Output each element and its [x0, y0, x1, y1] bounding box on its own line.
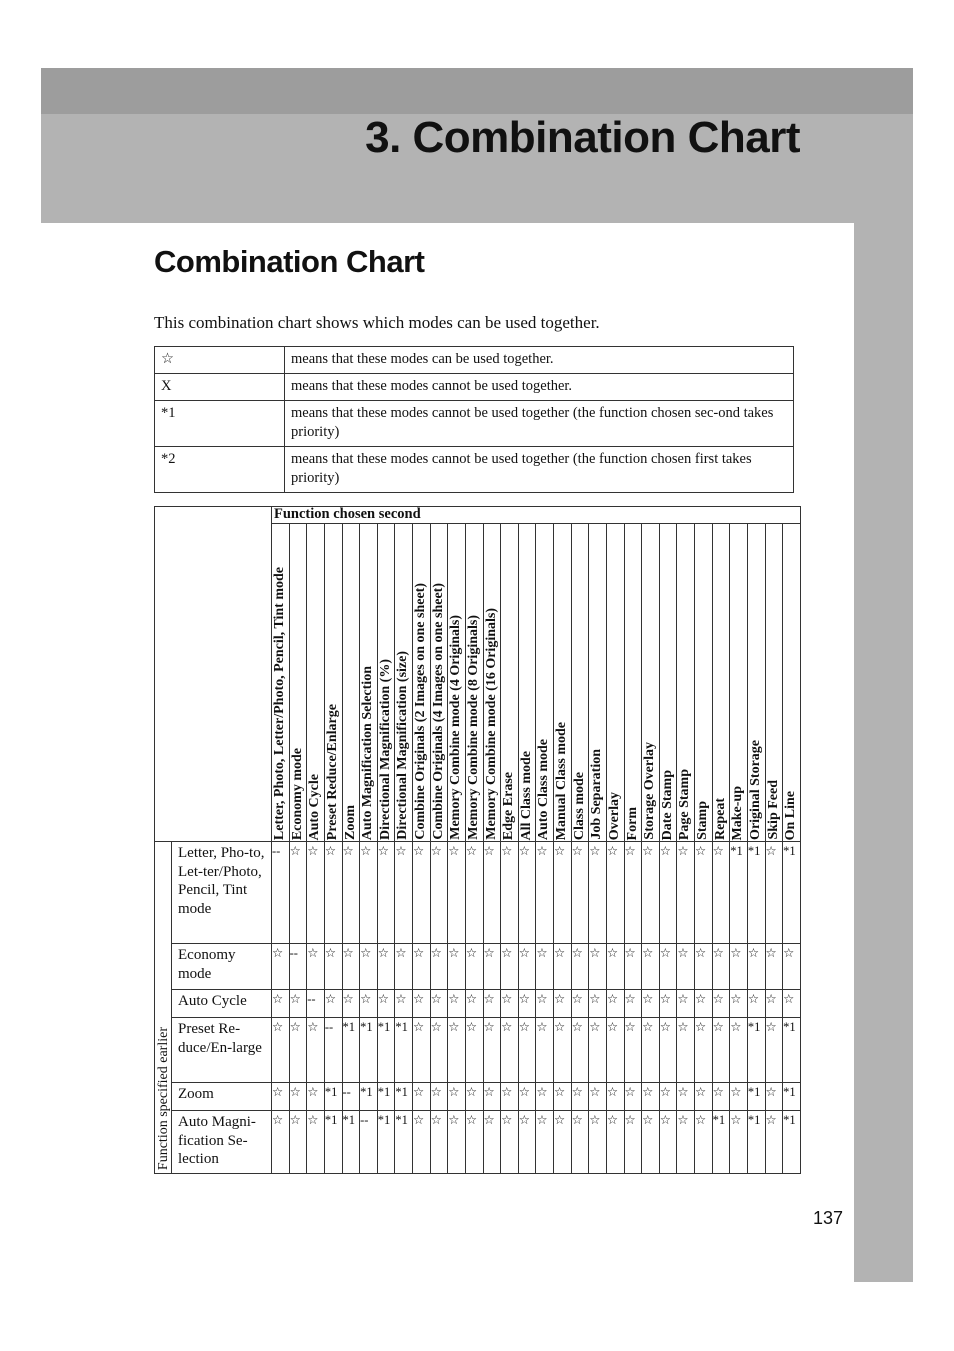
- column-header-label: Directional Magnification (%): [377, 659, 393, 840]
- chart-cell: ☆: [536, 990, 554, 1018]
- chart-cell: ☆: [465, 842, 483, 944]
- column-header: [624, 524, 642, 842]
- chart-cell: ☆: [606, 1083, 624, 1111]
- chart-cell: ☆: [554, 1111, 572, 1174]
- chart-cell: ☆: [307, 1083, 325, 1111]
- legend-description: means that these modes cannot be used together (the function chosen sec-ond takes priority): [285, 401, 794, 447]
- chart-cell: ☆: [765, 1111, 783, 1174]
- column-header-label: Economy mode: [289, 747, 305, 840]
- column-header-label: Edge Erase: [501, 771, 517, 840]
- chart-cell: ☆: [606, 944, 624, 990]
- combination-chart-table: [154, 506, 801, 1174]
- chart-cell: ☆: [747, 944, 765, 990]
- chart-cell: *1: [395, 1083, 413, 1111]
- column-header-label: Memory Combine mode (8 Originals): [465, 615, 481, 840]
- column-header: [465, 524, 483, 842]
- chart-cell: *1: [747, 1083, 765, 1111]
- legend-symbol: *2: [155, 447, 285, 493]
- column-header-label: Skip Feed: [765, 780, 781, 840]
- chart-cell: ☆: [342, 842, 360, 944]
- legend-description: means that these modes cannot be used together.: [285, 374, 794, 401]
- row-label: Auto Cycle: [172, 990, 272, 1018]
- column-header-label: Form: [624, 806, 640, 840]
- chart-cell: ☆: [272, 1018, 290, 1083]
- chart-corner-cell: [155, 507, 272, 842]
- column-header-label: Manual Class mode: [554, 721, 569, 840]
- chart-cell: ☆: [765, 944, 783, 990]
- chart-cell: ☆: [483, 1018, 501, 1083]
- chart-cell: *1: [747, 1018, 765, 1083]
- chart-cell: ☆: [624, 1111, 642, 1174]
- chart-cell: ☆: [430, 944, 448, 990]
- chart-cell: ☆: [448, 990, 466, 1018]
- column-header-label: Make-up: [730, 785, 746, 840]
- chart-cell: *1: [395, 1018, 413, 1083]
- chart-cell: ☆: [289, 1111, 307, 1174]
- column-header-label: Memory Combine mode (4 Originals): [448, 615, 464, 840]
- column-header-label: Auto Cycle: [307, 773, 323, 840]
- chart-cell: ☆: [272, 1111, 290, 1174]
- chart-cell: ☆: [501, 990, 519, 1018]
- chart-cell: ☆: [272, 990, 290, 1018]
- chart-cell: *1: [783, 842, 801, 944]
- chart-cell: ☆: [307, 1111, 325, 1174]
- column-header-label: Auto Magnification Selection: [360, 665, 376, 840]
- chart-cell: ☆: [518, 944, 536, 990]
- chart-cell: ☆: [730, 944, 748, 990]
- chart-cell: ☆: [395, 842, 413, 944]
- chart-cell: --: [324, 1018, 342, 1083]
- chart-cell: *1: [730, 842, 748, 944]
- chart-cell: ☆: [642, 1083, 660, 1111]
- chart-cell: ☆: [571, 944, 589, 990]
- chart-cell: ☆: [571, 842, 589, 944]
- column-header: [765, 524, 783, 842]
- chart-cell: ☆: [730, 1111, 748, 1174]
- chart-cell: ☆: [712, 944, 730, 990]
- chart-cell: ☆: [430, 990, 448, 1018]
- chart-cell: ☆: [307, 1018, 325, 1083]
- column-header: [272, 524, 290, 842]
- intro-text: This combination chart shows which modes can be used together.: [154, 313, 600, 332]
- chart-cell: ☆: [571, 1018, 589, 1083]
- column-header: [307, 524, 325, 842]
- chart-cell: ☆: [430, 842, 448, 944]
- chart-cell: *1: [342, 1111, 360, 1174]
- chart-cell: ☆: [448, 1111, 466, 1174]
- chart-cell: ☆: [413, 944, 431, 990]
- chart-cell: ☆: [695, 1018, 713, 1083]
- chart-cell: ☆: [518, 842, 536, 944]
- chart-cell: ☆: [624, 990, 642, 1018]
- chart-cell: ☆: [695, 1083, 713, 1111]
- chart-cell: ☆: [448, 944, 466, 990]
- chart-cell: ☆: [501, 1111, 519, 1174]
- column-header: [747, 524, 765, 842]
- side-thumb-bar: [854, 223, 913, 1282]
- chart-cell: ☆: [501, 842, 519, 944]
- chart-cell: *1: [783, 1111, 801, 1174]
- chart-cell: ☆: [518, 1111, 536, 1174]
- column-header-label: Overlay: [606, 791, 622, 840]
- chart-cell: ☆: [413, 1083, 431, 1111]
- chart-cell: ☆: [606, 842, 624, 944]
- chart-cell: ☆: [448, 1083, 466, 1111]
- chart-cell: ☆: [765, 1083, 783, 1111]
- chart-cell: ☆: [518, 1083, 536, 1111]
- chart-cell: ☆: [448, 1018, 466, 1083]
- chart-cell: --: [272, 842, 290, 944]
- chart-cell: ☆: [765, 842, 783, 944]
- column-header: [589, 524, 607, 842]
- chart-cell: ☆: [483, 1083, 501, 1111]
- chart-row: [155, 1018, 801, 1083]
- chart-cell: ☆: [589, 1018, 607, 1083]
- chart-cell: ☆: [536, 944, 554, 990]
- chart-cell: ☆: [430, 1083, 448, 1111]
- column-header-label: Class mode: [571, 771, 587, 840]
- row-label: Auto Magni-fication Se-lection: [172, 1111, 272, 1174]
- column-header: [483, 524, 501, 842]
- chart-cell: *1: [377, 1111, 395, 1174]
- chart-cell: ☆: [518, 1018, 536, 1083]
- chart-cell: ☆: [465, 1018, 483, 1083]
- column-header: [659, 524, 677, 842]
- column-header: [360, 524, 378, 842]
- chart-cell: ☆: [677, 990, 695, 1018]
- chart-cell: *1: [324, 1111, 342, 1174]
- chart-cell: ☆: [554, 944, 572, 990]
- chart-cell: ☆: [289, 990, 307, 1018]
- column-header: [536, 524, 554, 842]
- chart-cell: ☆: [536, 1111, 554, 1174]
- chart-cell: ☆: [483, 842, 501, 944]
- row-label: Zoom: [172, 1083, 272, 1111]
- chart-cell: ☆: [712, 990, 730, 1018]
- column-header-label: Stamp: [695, 801, 710, 840]
- chart-cell: ☆: [536, 1083, 554, 1111]
- chart-cell: ☆: [589, 990, 607, 1018]
- column-header: [342, 524, 360, 842]
- column-header-label: Repeat: [712, 798, 728, 840]
- chart-cell: ☆: [659, 990, 677, 1018]
- chart-cell: ☆: [624, 1083, 642, 1111]
- chart-cell: ☆: [307, 944, 325, 990]
- chart-cell: ☆: [624, 1018, 642, 1083]
- chart-cell: ☆: [536, 842, 554, 944]
- chart-cell: ☆: [571, 1083, 589, 1111]
- column-header-label: Directional Magnification (size): [395, 651, 411, 840]
- chart-cell: ☆: [589, 944, 607, 990]
- chart-cell: ☆: [765, 1018, 783, 1083]
- row-label: Letter, Pho-to, Let-ter/Photo, Pencil, Tint mode: [172, 842, 272, 944]
- column-header-label: On Line: [783, 790, 799, 840]
- legend-symbol: X: [155, 374, 285, 401]
- chart-cell: ☆: [554, 1083, 572, 1111]
- column-header: [289, 524, 307, 842]
- chart-cell: ☆: [465, 990, 483, 1018]
- column-header: [518, 524, 536, 842]
- column-header-label: Combine Originals (4 Images on one sheet): [430, 583, 446, 840]
- chart-cell: *1: [360, 1083, 378, 1111]
- column-header: [324, 524, 342, 842]
- column-header: [730, 524, 748, 842]
- column-header: [501, 524, 519, 842]
- column-header-label: Original Storage: [747, 740, 763, 840]
- row-label: Preset Re-duce/En-large: [172, 1018, 272, 1083]
- chart-cell: ☆: [342, 944, 360, 990]
- column-header-label: Preset Reduce/Enlarge: [324, 703, 340, 840]
- legend-symbol: *1: [155, 401, 285, 447]
- chart-cell: ☆: [272, 1083, 290, 1111]
- chart-cell: ☆: [642, 1111, 660, 1174]
- chart-cell: *1: [395, 1111, 413, 1174]
- chart-cell: ☆: [395, 944, 413, 990]
- legend-row: [155, 374, 794, 401]
- chart-cell: ☆: [483, 944, 501, 990]
- chart-cell: ☆: [465, 944, 483, 990]
- chart-cell: *1: [377, 1018, 395, 1083]
- chart-cell: ☆: [677, 1083, 695, 1111]
- chart-cell: ☆: [448, 842, 466, 944]
- column-header: [413, 524, 431, 842]
- column-header-label: Page Stamp: [677, 768, 693, 840]
- chart-cell: *1: [783, 1083, 801, 1111]
- chart-cell: ☆: [377, 990, 395, 1018]
- chart-cell: ☆: [536, 1018, 554, 1083]
- chart-cell: ☆: [783, 944, 801, 990]
- chart-cell: ☆: [677, 1111, 695, 1174]
- chart-row: [155, 842, 801, 944]
- chart-cell: ☆: [589, 1111, 607, 1174]
- chart-cell: ☆: [518, 990, 536, 1018]
- chart-cell: ☆: [659, 944, 677, 990]
- chart-cell: ☆: [606, 1111, 624, 1174]
- chart-cell: *1: [747, 842, 765, 944]
- chart-cell: ☆: [324, 944, 342, 990]
- chart-cell: ☆: [465, 1111, 483, 1174]
- chart-cell: ☆: [360, 990, 378, 1018]
- chart-cell: *1: [324, 1083, 342, 1111]
- chart-cell: ☆: [659, 1083, 677, 1111]
- chart-cell: ☆: [289, 842, 307, 944]
- chart-cell: *1: [377, 1083, 395, 1111]
- chart-cell: ☆: [589, 1083, 607, 1111]
- chart-cell: ☆: [289, 1018, 307, 1083]
- chart-cell: ☆: [677, 842, 695, 944]
- column-header: [783, 524, 801, 842]
- chart-row: [155, 1111, 801, 1174]
- column-header-label: Letter, Photo, Letter/Photo, Pencil, Tint mode: [272, 566, 287, 840]
- chart-cell: ☆: [501, 1018, 519, 1083]
- chapter-title: 3. Combination Chart: [365, 113, 800, 162]
- header-band-dark: [41, 68, 913, 114]
- chart-cell: ☆: [606, 990, 624, 1018]
- column-header-label: Combine Originals (2 Images on one sheet): [413, 583, 428, 840]
- column-header: [695, 524, 713, 842]
- chart-cell: ☆: [695, 944, 713, 990]
- chart-cell: ☆: [377, 944, 395, 990]
- chart-cell: --: [307, 990, 325, 1018]
- chart-cell: *1: [712, 1111, 730, 1174]
- column-header-label: Memory Combine mode (16 Originals): [483, 608, 499, 840]
- column-header-label: All Class mode: [518, 750, 534, 840]
- chart-cell: ☆: [624, 944, 642, 990]
- chart-cell: ☆: [571, 990, 589, 1018]
- chart-cell: ☆: [501, 944, 519, 990]
- legend-description: means that these modes cannot be used together (the function chosen first takes priority): [285, 447, 794, 493]
- chart-cell: ☆: [554, 1018, 572, 1083]
- chart-cell: ☆: [677, 1018, 695, 1083]
- chart-cell: ☆: [747, 990, 765, 1018]
- function-specified-earlier-header: [155, 842, 172, 1174]
- chart-cell: *1: [747, 1111, 765, 1174]
- chart-cell: ☆: [554, 842, 572, 944]
- chart-cell: ☆: [712, 842, 730, 944]
- chart-cell: ☆: [624, 842, 642, 944]
- column-header-label: Storage Overlay: [642, 742, 658, 840]
- column-header-label: Zoom: [342, 805, 358, 840]
- row-label: Economy mode: [172, 944, 272, 990]
- chart-cell: ☆: [360, 842, 378, 944]
- chart-cell: ☆: [554, 990, 572, 1018]
- chart-cell: ☆: [695, 990, 713, 1018]
- chart-cell: --: [342, 1083, 360, 1111]
- chart-cell: *1: [360, 1018, 378, 1083]
- chart-cell: ☆: [765, 990, 783, 1018]
- column-header-label: Job Separation: [589, 749, 605, 840]
- chart-cell: ☆: [342, 990, 360, 1018]
- chart-cell: ☆: [413, 990, 431, 1018]
- chart-cell: *1: [342, 1018, 360, 1083]
- chart-cell: ☆: [377, 842, 395, 944]
- chart-cell: ☆: [289, 1083, 307, 1111]
- legend-row: [155, 401, 794, 447]
- column-header: [395, 524, 413, 842]
- chart-cell: --: [360, 1111, 378, 1174]
- chart-cell: ☆: [642, 842, 660, 944]
- chart-cell: ☆: [606, 1018, 624, 1083]
- chart-cell: ☆: [659, 842, 677, 944]
- chart-row: [155, 1083, 801, 1111]
- legend-description: means that these modes can be used together.: [285, 347, 794, 374]
- chart-cell: ☆: [501, 1083, 519, 1111]
- chart-cell: ☆: [324, 842, 342, 944]
- chart-cell: ☆: [589, 842, 607, 944]
- chart-row: [155, 944, 801, 990]
- column-header: [606, 524, 624, 842]
- chart-cell: ☆: [695, 1111, 713, 1174]
- legend-row: [155, 447, 794, 493]
- chart-cell: ☆: [483, 990, 501, 1018]
- chart-cell: ☆: [659, 1111, 677, 1174]
- function-specified-earlier-label: Function specified earlier: [156, 1027, 171, 1171]
- column-header: [377, 524, 395, 842]
- page-number: 137: [813, 1208, 844, 1228]
- legend-symbol: ☆: [155, 347, 285, 374]
- chart-cell: ☆: [730, 1018, 748, 1083]
- chart-cell: ☆: [695, 842, 713, 944]
- function-chosen-second-header: Function chosen second: [272, 507, 801, 524]
- chart-cell: ☆: [465, 1083, 483, 1111]
- chart-cell: ☆: [642, 990, 660, 1018]
- chart-cell: ☆: [413, 1111, 431, 1174]
- chart-cell: ☆: [413, 1018, 431, 1083]
- column-header: [571, 524, 589, 842]
- chart-cell: ☆: [307, 842, 325, 944]
- chart-cell: ☆: [413, 842, 431, 944]
- chart-cell: ☆: [642, 944, 660, 990]
- chart-cell: ☆: [430, 1018, 448, 1083]
- chart-cell: ☆: [712, 1018, 730, 1083]
- chart-cell: ☆: [659, 1018, 677, 1083]
- chart-cell: ☆: [730, 990, 748, 1018]
- column-header: [448, 524, 466, 842]
- chart-cell: ☆: [571, 1111, 589, 1174]
- column-header-label: Date Stamp: [659, 769, 675, 840]
- chart-cell: ☆: [395, 990, 413, 1018]
- column-header: [712, 524, 730, 842]
- column-header: [430, 524, 448, 842]
- column-header: [642, 524, 660, 842]
- chart-cell: --: [289, 944, 307, 990]
- chart-cell: ☆: [730, 1083, 748, 1111]
- chart-cell: ☆: [642, 1018, 660, 1083]
- column-header: [677, 524, 695, 842]
- legend-row: [155, 347, 794, 374]
- chart-cell: ☆: [712, 1083, 730, 1111]
- legend-table: [154, 346, 794, 493]
- section-title: Combination Chart: [154, 244, 425, 279]
- chart-row: [155, 990, 801, 1018]
- chart-cell: ☆: [430, 1111, 448, 1174]
- chart-cell: ☆: [360, 944, 378, 990]
- chart-cell: ☆: [272, 944, 290, 990]
- chart-cell: *1: [783, 1018, 801, 1083]
- chart-cell: ☆: [783, 990, 801, 1018]
- column-header: [554, 524, 572, 842]
- column-header-label: Auto Class mode: [536, 738, 552, 840]
- chart-cell: ☆: [483, 1111, 501, 1174]
- chart-cell: ☆: [324, 990, 342, 1018]
- chart-cell: ☆: [677, 944, 695, 990]
